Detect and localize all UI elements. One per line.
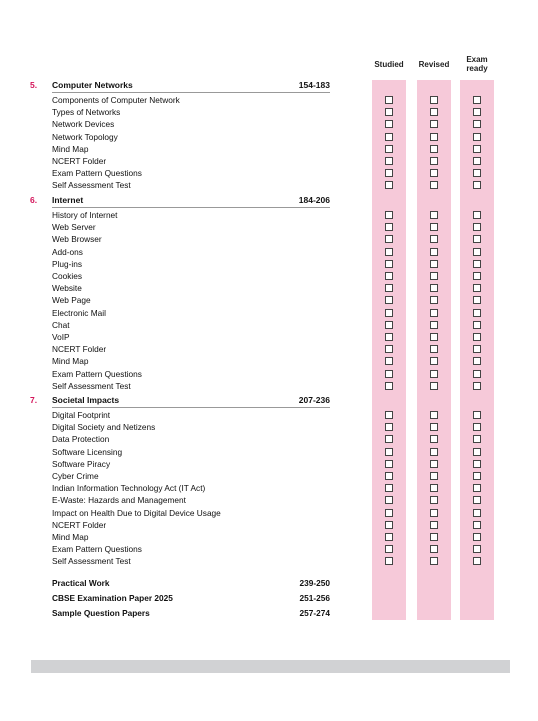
progress-checkbox[interactable]	[473, 345, 481, 353]
chapter-title: Internet	[52, 195, 84, 205]
progress-checkbox[interactable]	[385, 345, 393, 353]
column-header	[411, 60, 457, 69]
chapter-heading	[30, 195, 330, 209]
progress-checkbox[interactable]	[385, 496, 393, 504]
progress-checkbox[interactable]	[430, 557, 438, 565]
progress-checkbox[interactable]	[430, 133, 438, 141]
progress-checkbox[interactable]	[385, 260, 393, 268]
progress-checkbox[interactable]	[473, 484, 481, 492]
progress-checkbox[interactable]	[385, 521, 393, 529]
topic-item: Digital Society and Netizens	[52, 422, 156, 433]
topic-item: NCERT Folder	[52, 344, 107, 355]
chapter-divider	[52, 92, 330, 93]
progress-checkbox[interactable]	[385, 157, 393, 165]
progress-checkbox[interactable]	[385, 357, 393, 365]
topic-item: Software Piracy	[52, 458, 111, 469]
progress-checkbox[interactable]	[430, 509, 438, 517]
column-header-line: Studied	[374, 60, 404, 69]
chapter-number: 5.	[30, 80, 38, 90]
extra-section	[52, 578, 330, 590]
progress-checkbox[interactable]	[473, 96, 481, 104]
extra-section-pages: 239-250	[299, 578, 330, 588]
progress-checkbox[interactable]	[430, 357, 438, 365]
progress-checkbox[interactable]	[430, 533, 438, 541]
progress-checkbox[interactable]	[473, 423, 481, 431]
progress-checkbox[interactable]	[430, 448, 438, 456]
topic-item: Network Devices	[52, 119, 115, 130]
progress-checkbox[interactable]	[385, 509, 393, 517]
progress-checkbox[interactable]	[473, 509, 481, 517]
progress-checkbox[interactable]	[430, 545, 438, 553]
progress-checkbox[interactable]	[430, 435, 438, 443]
progress-checkbox[interactable]	[473, 284, 481, 292]
progress-checkbox[interactable]	[473, 545, 481, 553]
progress-checkbox[interactable]	[473, 108, 481, 116]
topic-item: Mind Map	[52, 532, 89, 542]
progress-checkbox[interactable]	[430, 521, 438, 529]
topic-item: E-Waste: Hazards and Management	[52, 495, 186, 506]
progress-checkbox[interactable]	[385, 382, 393, 390]
progress-checkbox[interactable]	[430, 145, 438, 153]
chapter-heading	[30, 80, 330, 94]
topic-item: Data Protection	[52, 434, 110, 445]
topic-item: Components of Computer Network	[52, 95, 180, 105]
progress-checkbox[interactable]	[385, 145, 393, 153]
progress-checkbox[interactable]	[385, 211, 393, 219]
topic-item: Self Assessment Test	[52, 556, 131, 567]
progress-checkbox[interactable]	[473, 333, 481, 341]
progress-checkbox[interactable]	[385, 181, 393, 189]
progress-checkbox[interactable]	[430, 284, 438, 292]
progress-checkbox[interactable]	[430, 472, 438, 480]
topic-item: Website	[52, 283, 82, 294]
progress-checkbox[interactable]	[385, 284, 393, 292]
topic-item: Add-ons	[52, 246, 83, 257]
progress-checkbox[interactable]	[430, 333, 438, 341]
topic-item: Cookies	[52, 271, 82, 281]
progress-checkbox[interactable]	[473, 557, 481, 565]
topic-item: NCERT Folder	[52, 519, 107, 530]
progress-checkbox[interactable]	[430, 108, 438, 116]
chapter-pages: 184-206	[298, 195, 330, 205]
progress-checkbox[interactable]	[473, 472, 481, 480]
progress-checkbox[interactable]	[473, 133, 481, 141]
topic-item: Cyber Crime	[52, 471, 99, 481]
progress-checkbox[interactable]	[385, 108, 393, 116]
progress-checkbox[interactable]	[385, 411, 393, 419]
progress-checkbox[interactable]	[473, 321, 481, 329]
progress-checkbox[interactable]	[385, 169, 393, 177]
chapter-divider	[52, 207, 330, 208]
progress-checkbox[interactable]	[430, 248, 438, 256]
chapter-divider	[52, 407, 330, 408]
progress-checkbox[interactable]	[430, 296, 438, 304]
column-header-line: Exam	[466, 55, 488, 64]
footer-bar	[31, 660, 510, 673]
progress-checkbox[interactable]	[473, 460, 481, 468]
progress-checkbox[interactable]	[430, 370, 438, 378]
progress-checkbox[interactable]	[473, 235, 481, 243]
topic-item: Self Assessment Test	[52, 180, 131, 191]
topic-item: History of Internet	[52, 210, 118, 220]
progress-checkbox[interactable]	[430, 309, 438, 317]
progress-checkbox[interactable]	[385, 472, 393, 480]
topic-item: Exam Pattern Questions	[52, 368, 142, 379]
progress-checkbox[interactable]	[430, 496, 438, 504]
extra-section	[52, 608, 330, 620]
progress-checkbox[interactable]	[430, 96, 438, 104]
progress-checkbox[interactable]	[385, 235, 393, 243]
progress-checkbox[interactable]	[430, 260, 438, 268]
topic-item: Mind Map	[52, 143, 89, 154]
progress-checkbox[interactable]	[430, 223, 438, 231]
progress-checkbox[interactable]	[473, 382, 481, 390]
progress-checkbox[interactable]	[385, 120, 393, 128]
chapter-pages: 207-236	[298, 395, 330, 405]
progress-checkbox[interactable]	[430, 120, 438, 128]
progress-checkbox[interactable]	[385, 460, 393, 468]
progress-checkbox[interactable]	[430, 272, 438, 280]
topic-item: Software Licensing	[52, 446, 123, 457]
progress-checkbox[interactable]	[473, 120, 481, 128]
progress-checkbox[interactable]	[473, 181, 481, 189]
chapter-title: Computer Networks	[52, 80, 133, 90]
chapter-number: 7.	[30, 395, 38, 405]
progress-checkbox[interactable]	[473, 260, 481, 268]
progress-checkbox[interactable]	[385, 296, 393, 304]
progress-checkbox[interactable]	[473, 296, 481, 304]
progress-checkbox[interactable]	[385, 435, 393, 443]
progress-checkbox[interactable]	[430, 345, 438, 353]
topic-item: Plug-ins	[52, 258, 82, 269]
progress-checkbox[interactable]	[473, 169, 481, 177]
progress-checkbox[interactable]	[473, 496, 481, 504]
progress-checkbox[interactable]	[473, 411, 481, 419]
progress-checkbox[interactable]	[385, 133, 393, 141]
column-header	[454, 55, 500, 73]
progress-checkbox[interactable]	[385, 533, 393, 541]
progress-checkbox[interactable]	[473, 248, 481, 256]
topic-item: Web Server	[52, 222, 96, 233]
progress-checkbox[interactable]	[430, 423, 438, 431]
extra-section-title: Practical Work	[52, 578, 110, 588]
progress-checkbox[interactable]	[473, 272, 481, 280]
topic-item: Digital Footprint	[52, 410, 111, 420]
topic-item: Exam Pattern Questions	[52, 168, 142, 179]
topic-item: Types of Networks	[52, 107, 121, 118]
progress-checkbox[interactable]	[385, 321, 393, 329]
progress-checkbox[interactable]	[473, 435, 481, 443]
column-header-line: ready	[466, 64, 488, 73]
progress-checkbox[interactable]	[430, 382, 438, 390]
progress-checkbox[interactable]	[385, 333, 393, 341]
progress-checkbox[interactable]	[430, 411, 438, 419]
progress-checkbox[interactable]	[385, 484, 393, 492]
extra-section-title: CBSE Examination Paper 2025	[52, 593, 173, 603]
topic-item: Network Topology	[52, 131, 118, 142]
column-header	[366, 60, 412, 69]
progress-checkbox[interactable]	[473, 211, 481, 219]
topic-item: Indian Information Technology Act (IT Act)	[52, 483, 206, 494]
topic-item: Exam Pattern Questions	[52, 544, 142, 555]
topic-item: Web Page	[52, 295, 91, 306]
progress-checkbox[interactable]	[385, 545, 393, 553]
progress-checkbox[interactable]	[430, 460, 438, 468]
progress-checkbox[interactable]	[430, 169, 438, 177]
chapter-pages: 154-183	[298, 80, 330, 90]
progress-checkbox[interactable]	[473, 223, 481, 231]
chapter-title: Societal Impacts	[52, 395, 120, 405]
extra-section-pages: 251-256	[299, 593, 330, 603]
extra-section-title: Sample Question Papers	[52, 608, 150, 618]
topic-item: VoIP	[52, 332, 70, 342]
progress-checkbox[interactable]	[385, 248, 393, 256]
progress-checkbox[interactable]	[473, 521, 481, 529]
progress-checkbox[interactable]	[430, 235, 438, 243]
chapter-number: 6.	[30, 195, 38, 205]
progress-checkbox[interactable]	[473, 533, 481, 541]
topic-item: Web Browser	[52, 234, 102, 245]
progress-checkbox[interactable]	[385, 309, 393, 317]
progress-checkbox[interactable]	[473, 157, 481, 165]
topic-item: NCERT Folder	[52, 156, 107, 166]
progress-checkbox[interactable]	[385, 370, 393, 378]
chapter-heading	[30, 395, 330, 409]
topic-item: Impact on Health Due to Digital Device Usage	[52, 507, 221, 518]
progress-checkbox[interactable]	[430, 181, 438, 189]
progress-checkbox[interactable]	[473, 357, 481, 365]
topic-item: Electronic Mail	[52, 307, 106, 318]
extra-section	[52, 593, 330, 605]
progress-checkbox[interactable]	[430, 484, 438, 492]
progress-checkbox[interactable]	[473, 309, 481, 317]
progress-checkbox[interactable]	[385, 448, 393, 456]
progress-checkbox[interactable]	[430, 211, 438, 219]
progress-checkbox[interactable]	[473, 448, 481, 456]
progress-checkbox[interactable]	[385, 557, 393, 565]
progress-checkbox[interactable]	[430, 321, 438, 329]
topic-item: Mind Map	[52, 356, 89, 367]
column-header-line: Revised	[418, 60, 450, 69]
progress-checkbox[interactable]	[385, 96, 393, 104]
topic-item: Chat	[52, 319, 70, 330]
progress-checkbox[interactable]	[385, 223, 393, 231]
progress-checkbox[interactable]	[385, 272, 393, 280]
progress-checkbox[interactable]	[385, 423, 393, 431]
topic-item: Self Assessment Test	[52, 380, 131, 391]
extra-section-pages: 257-274	[299, 608, 330, 618]
progress-checkbox[interactable]	[473, 145, 481, 153]
progress-checkbox[interactable]	[473, 370, 481, 378]
progress-checkbox[interactable]	[430, 157, 438, 165]
